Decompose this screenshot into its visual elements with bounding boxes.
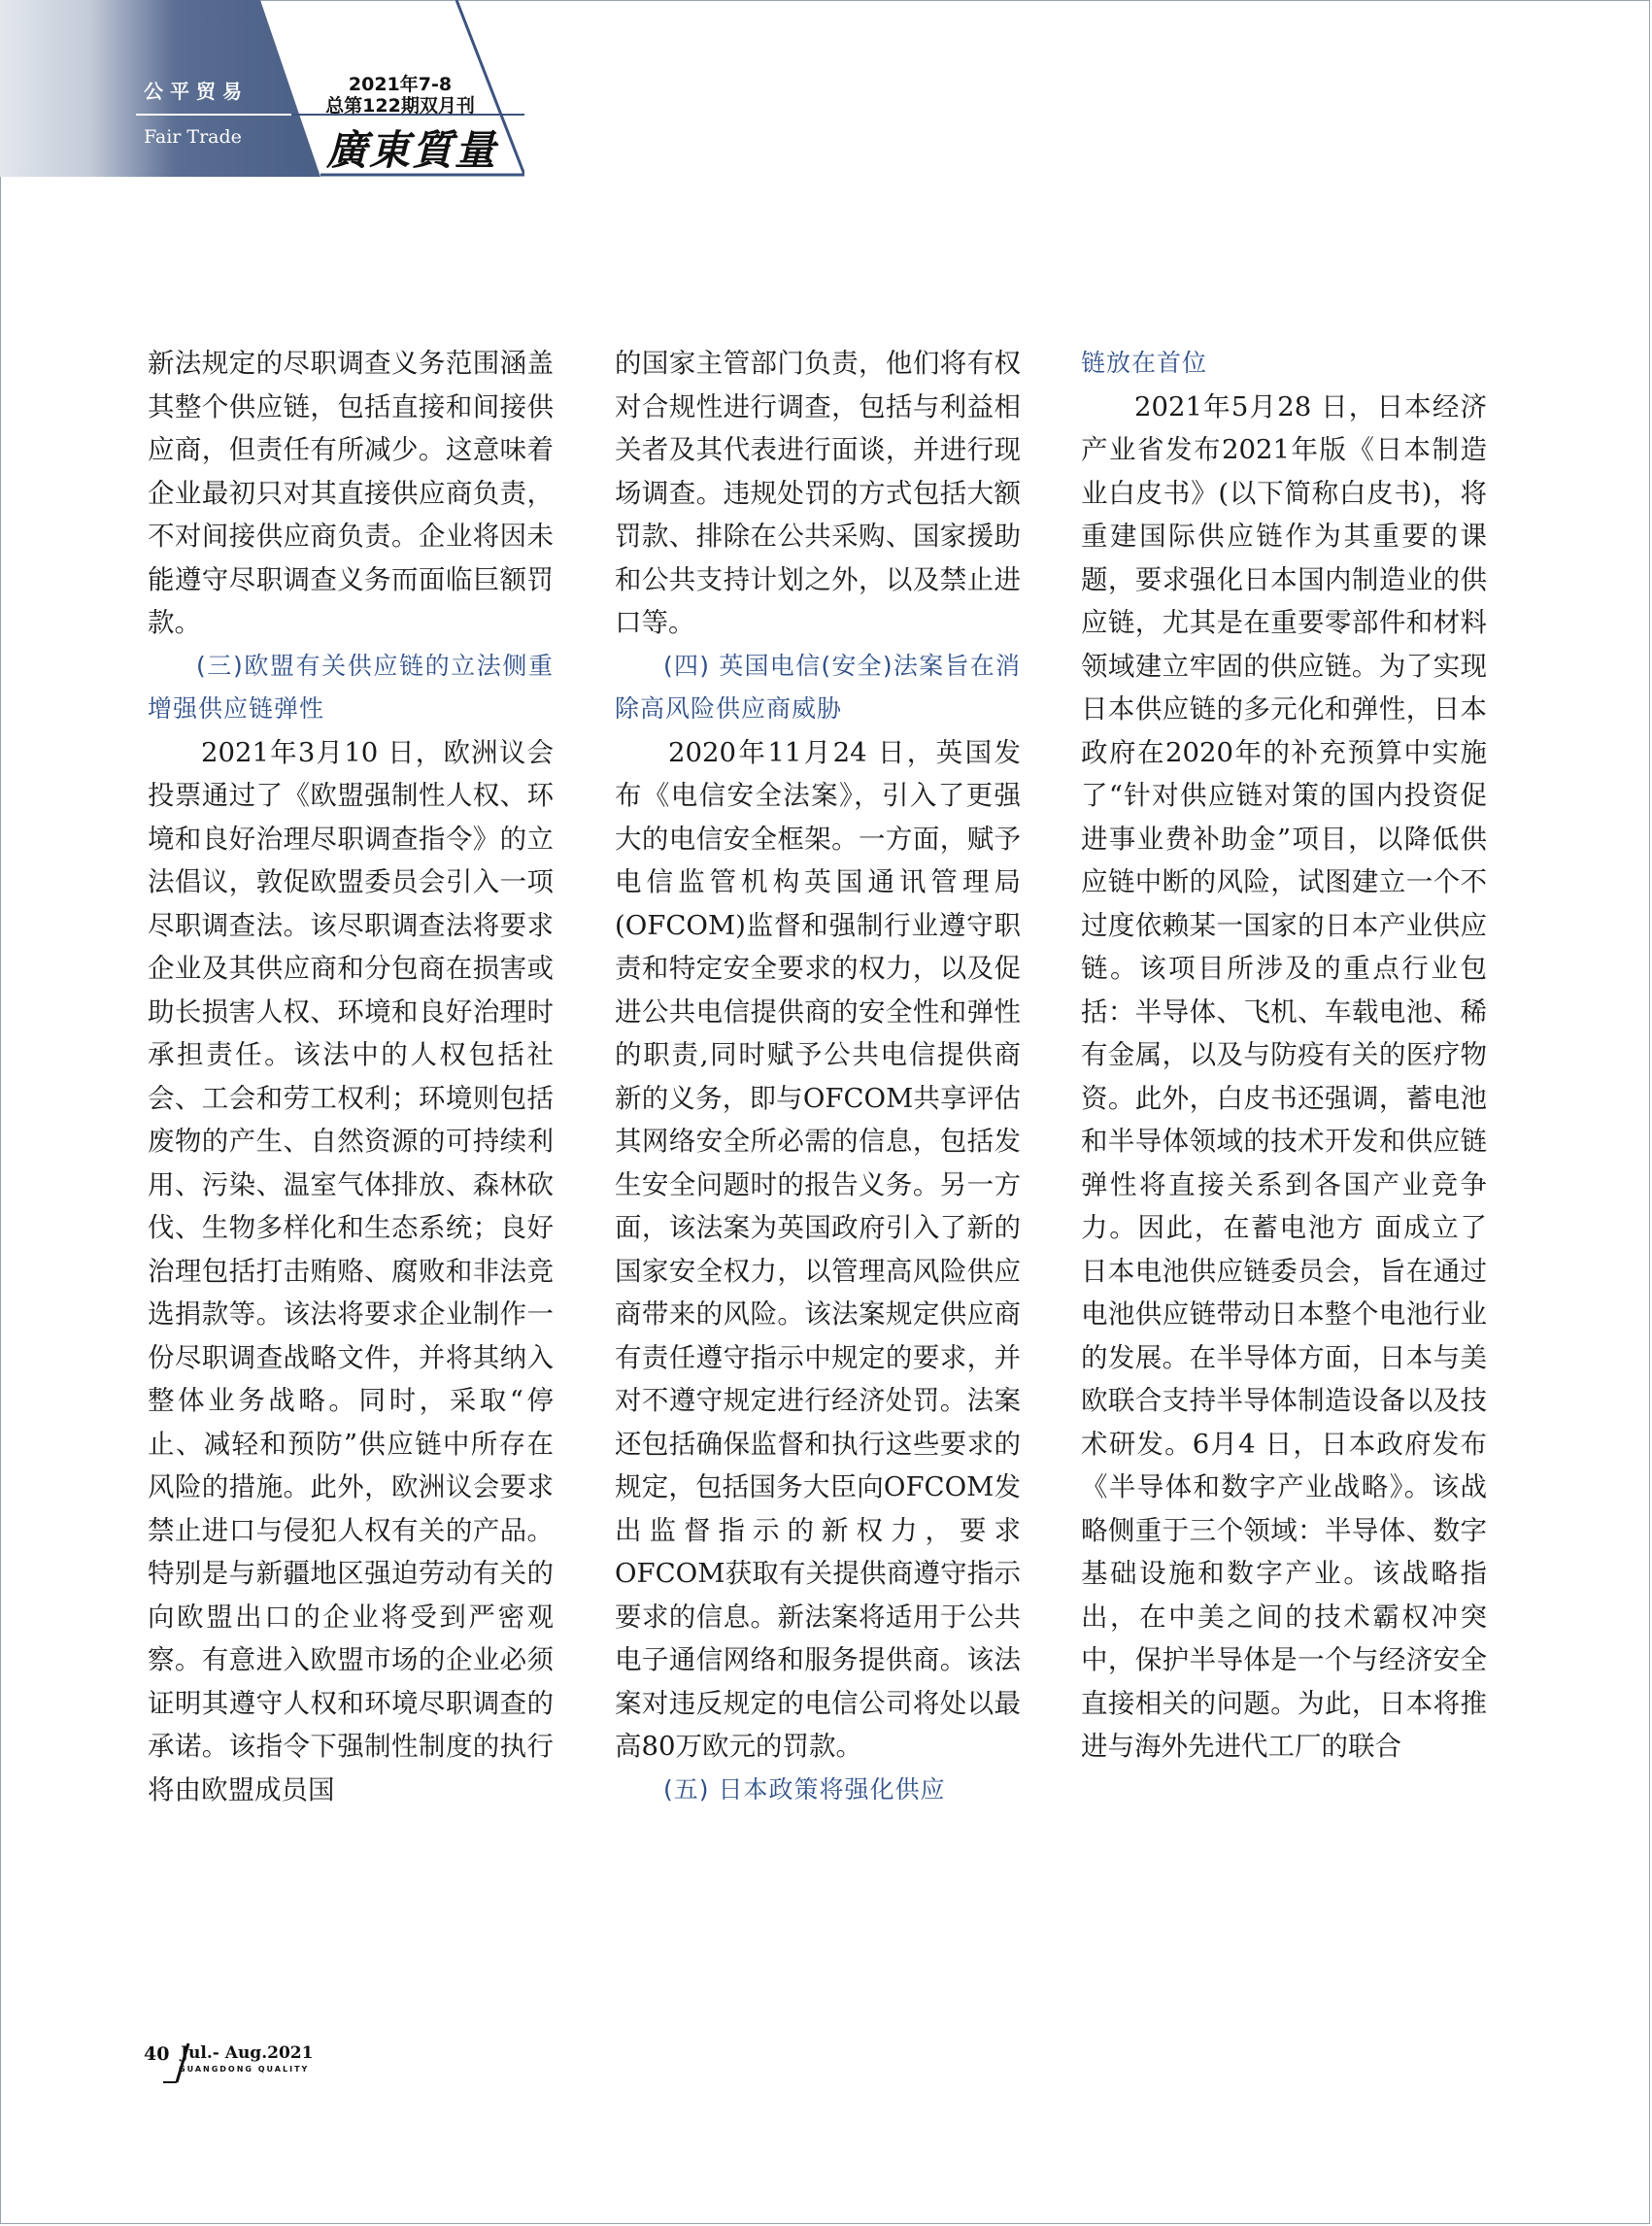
- paragraph: 2021年5月28 日，日本经济产业省发布2021年版《日本制造业白皮书》(以下简称白皮书)，将重建国际供应链作为其重要的课题，要求强化日本国内制造业的供应链，尤其是在重要零部件和材料领域建立牢固的供应链。为了实现日本供应链的多元化和弹性，日本政府在2020年的补充预算中实施了“针对供应链对策的国内投资促进事业费补助金”项目，以降低供应链中断的风险，试图建立一个不过度依赖某一国家的日本产业供应链。该项目所涉及的重点行业包括：半导体、飞机、车载电池、稀有金属，以及与防疫有关的医疗物资。此外，白皮书还强调，蓄电池和半导体领域的技术开发和供应链弹性将直接关系到各国产业竞争力。因此，在蓄电池方 面成立了日本电池供应链委员会，旨在通过电池供应链带动日本整个电池行业的发展。在半导体方面，日本与美欧联合支持半导体制造设备以及技术研发。6月4 日，日本政府发布《半导体和数字产业战略》。该战略侧重于三个领域：半导体、数字基础设施和数字产业。该战略指出，在中美之间的技术霸权冲突中，保护半导体是一个与经济安全直接相关的问题。为此，日本将推进与海外先进代工厂的联合: [1081, 390, 1487, 1762]
- paragraph: 新法规定的尽职调查义务范围涵盖其整个供应链，包括直接和间接供应商，但责任有所减少。这意味着企业最初只对其直接供应商负责，不对间接供应商负责。企业将因未能遵守尽职调查义务而面临巨额罚款。: [148, 348, 554, 638]
- issue-number: 总第122期双月刊: [325, 95, 475, 117]
- article-column-1: [148, 342, 554, 1811]
- article-column-3: [1081, 342, 1487, 1769]
- subheading: (三)欧盟有关供应链的立法侧重增强供应链弹性: [148, 651, 554, 723]
- paragraph: 2020年11月24 日，英国发布《电信安全法案》，引入了更强大的电信安全框架。一方面，赋予电信监管机构英国通讯管理局(OFCOM)监督和强制行业遵守职责和特定安全要求的权力，以及促进公共电信提供商的安全性和弹性的职责,同时赋予公共电信提供商新的义务，即与OFCOM共享评估其网络安全所必需的信息，包括发生安全问题时的报告义务。另一方面，该法案为英国政府引入了新的国家安全权力，以管理高风险供应商带来的风险。该法案规定供应商有责任遵守指示中规定的要求，并对不遵守规定进行经济处罚。法案还包括确保监督和执行这些要求的规定，包括国务大臣向OFCOM发出监督指示的新权力，要求OFCOM获取有关提供商遵守指示要求的信息。新法案将适用于公共电子通信网络和服务提供商。该法案对违反规定的电信公司将处以最高80万欧元的罚款。: [615, 736, 1021, 1762]
- paragraph: 的国家主管部门负责，他们将有权对合规性进行调查，包括与利益相关者及其代表进行面谈，并进行现场调查。违规处罚的方式包括大额罚款、排除在公共采购、国家援助和公共支持计划之外，以及禁止进口等。: [615, 348, 1021, 638]
- section-title-cn: 公平贸易: [144, 80, 249, 103]
- magazine-logo: 廣東質量: [326, 126, 498, 174]
- subheading: (五) 日本政策将强化供应: [663, 1774, 946, 1804]
- section-title-en: Fair Trade: [144, 126, 242, 148]
- subheading: (四) 英国电信(安全)法案旨在消除高风险供应商威胁: [615, 651, 1021, 723]
- footer-date: Jul.- Aug.2021: [181, 2043, 314, 2063]
- page-footer: [144, 2043, 435, 2082]
- page-number: 40: [144, 2043, 170, 2065]
- issue-date: 2021年7-8: [348, 74, 453, 95]
- paragraph: 2021年3月10 日，欧洲议会投票通过了《欧盟强制性人权、环境和良好治理尽职调查指令》的立法倡议，敦促欧盟委员会引入一项尽职调查法。该尽职调查法将要求企业及其供应商和分包商在损害或助长损害人权、环境和良好治理时承担责任。该法中的人权包括社会、工会和劳工权利；环境则包括废物的产生、自然资源的可持续利用、污染、温室气体排放、森林砍伐、生物多样化和生态系统；良好治理包括打击贿赂、腐败和非法竞选捐款等。该法将要求企业制作一份尽职调查战略文件，并将其纳入整体业务战略。同时，采取“停止、减轻和预防”供应链中所存在风险的措施。此外，欧洲议会要求禁止进口与侵犯人权有关的产品。特别是与新疆地区强迫劳动有关的向欧盟出口的企业将受到严密观察。有意进入欧盟市场的企业必须证明其遵守人权和环境尽职调查的承诺。该指令下强制性制度的执行将由欧盟成员国: [148, 736, 554, 1805]
- article-column-2: [615, 342, 1021, 1811]
- subheading: 链放在首位: [1081, 349, 1208, 377]
- footer-magazine-name: GUANGDONG QUALITY: [179, 2065, 310, 2074]
